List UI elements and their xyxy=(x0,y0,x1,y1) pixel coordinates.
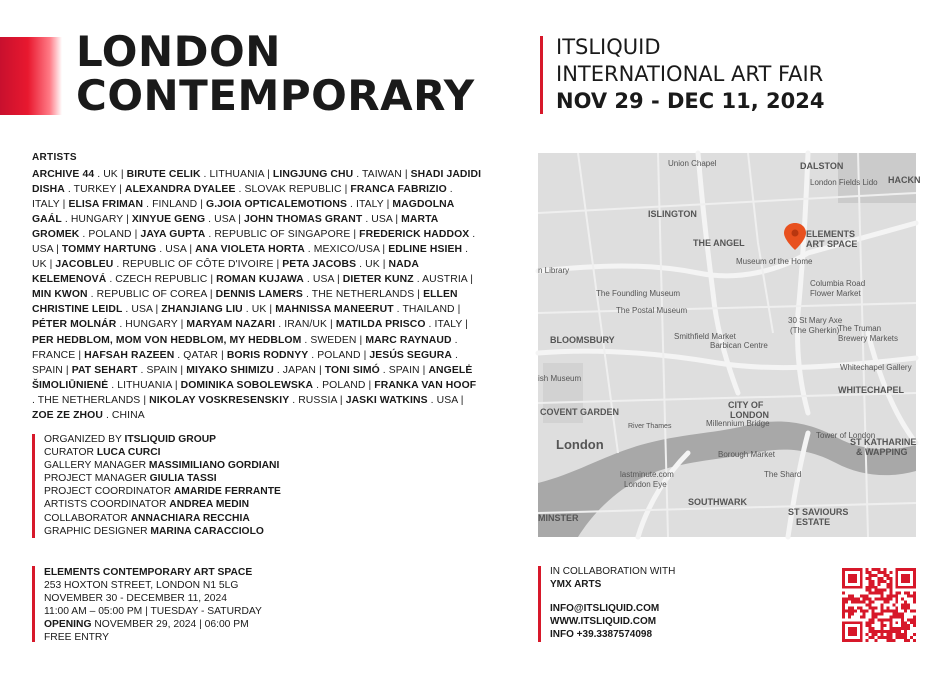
map-label-london-eye: lastminute.com xyxy=(620,470,674,479)
artist-name: FRANKA VAN HOOF xyxy=(374,379,477,391)
artist-name: PÉTER MOLNÁR xyxy=(32,319,117,331)
map-label-minster: MINSTER xyxy=(538,513,579,523)
artist-name: HAFSAH RAZEEN xyxy=(84,349,175,361)
credit-role: CURATOR xyxy=(44,447,97,459)
page-title xyxy=(76,27,475,120)
credit-role: GALLERY MANAGER xyxy=(44,460,149,472)
map-label-museum-home: Museum of the Home xyxy=(736,257,813,266)
credit-name: MASSIMILIANO GORDIANI xyxy=(148,460,280,472)
credit-name: AMARIDE FERRANTE xyxy=(173,486,281,498)
map-label-city-2: LONDON xyxy=(730,410,769,420)
artist-name: ZHANJIANG LIU xyxy=(161,304,243,316)
artist-country: REPUBLIC OF COREA xyxy=(96,289,207,301)
qr-code-graphic xyxy=(842,568,916,642)
map-label-river: River Thames xyxy=(628,423,672,430)
artist-country: THAILAND xyxy=(402,304,455,316)
credit-role: ARTISTS COORDINATOR xyxy=(44,499,170,511)
artist-name: DOMINIKA SOBOLEWSKA xyxy=(180,379,314,391)
artist-country: FINLAND xyxy=(152,199,198,211)
artist-country: ITALY xyxy=(32,199,60,211)
artist-name: NADA KELEMENOVÁ xyxy=(32,259,419,286)
map-label-the-angel: THE ANGEL xyxy=(693,238,745,248)
artist-country: ITALY xyxy=(355,199,384,211)
artist-name: JACOBLEU xyxy=(55,259,114,271)
artist-name: NIKOLAY VOSKRESENSKIY xyxy=(149,394,290,406)
artist-country: LITHUANIA xyxy=(117,379,172,391)
artist-country: UK xyxy=(103,169,118,180)
map-label-st-katharine: ST KATHARINE xyxy=(850,437,917,447)
artist-country: THE NETHERLANDS xyxy=(37,394,141,406)
map-label-wapping: & WAPPING xyxy=(856,447,908,457)
map-label-city: CITY OF xyxy=(728,400,764,410)
contact-phone[interactable]: INFO +39.3387574098 xyxy=(550,628,653,640)
qr-code[interactable] xyxy=(842,568,916,642)
artist-name: BORIS RODNYY xyxy=(226,349,309,361)
map-label-library: n Library xyxy=(538,266,570,275)
venue-block xyxy=(44,566,262,645)
opening-value: NOVEMBER 29, 2024 | 06:00 PM xyxy=(94,619,249,631)
artist-country: USA xyxy=(214,214,236,226)
artist-name: ROMAN KUJAWA xyxy=(216,274,304,286)
map-label-columbia: Columbia Road xyxy=(810,279,866,288)
artist-name: SHADI JADIDI DISHA xyxy=(32,169,482,196)
venue-name: ELEMENTS CONTEMPORARY ART SPACE xyxy=(44,567,253,578)
artist-name: EDLINE HSIEH xyxy=(388,244,463,256)
map-label-estate: ESTATE xyxy=(796,517,831,527)
artist-name: ELLEN CHRISTINE LEIDL xyxy=(32,289,458,316)
artist-country: USA xyxy=(32,244,54,256)
artist-name: DENNIS LAMERS xyxy=(215,289,303,301)
credit-name: ANDREA MEDIN xyxy=(169,499,250,511)
map-label-tower: Tower of London xyxy=(816,431,876,440)
venue-entry: FREE ENTRY xyxy=(44,632,110,644)
artist-country: CZECH REPUBLIC xyxy=(115,274,208,286)
artist-name: MARC RAYNAUD xyxy=(365,334,452,346)
pin-label-line-1: ELEMENTS xyxy=(806,229,856,239)
artist-name: FREDERICK HADDOX xyxy=(359,229,470,241)
title-line-2: CONTEMPORARY xyxy=(76,71,475,120)
artist-country: FRANCE xyxy=(32,349,76,361)
artist-name: BIRUTE CELIK xyxy=(126,169,201,180)
map-label-london-fields: London Fields Lido xyxy=(810,178,878,187)
artist-country: RUSSIA xyxy=(298,394,337,406)
organizer-name: ITSLIQUID xyxy=(556,35,661,59)
artist-name: JESÚS SEGURA xyxy=(369,349,452,361)
artist-name: ALEXANDRA DYALEE xyxy=(124,184,236,196)
collab-accent-bar xyxy=(538,566,541,642)
credit-row xyxy=(44,512,281,525)
fair-name: INTERNATIONAL ART FAIR xyxy=(556,62,824,86)
artist-country: IRAN/UK xyxy=(284,319,328,331)
artist-country: LITHUANIA xyxy=(209,169,265,180)
map-label-borough: Borough Market xyxy=(718,450,775,459)
artist-name: MATILDA PRISCO xyxy=(335,319,426,331)
artist-name: JAYA GUPTA xyxy=(140,229,206,241)
credit-role: ORGANIZED BY xyxy=(44,434,125,445)
artist-country: THE NETHERLANDS xyxy=(311,289,415,301)
artist-country: UK xyxy=(251,304,267,316)
artist-country: AUSTRIA xyxy=(422,274,468,286)
artist-name: ANGELĖ ŠIMOLIŪNIENĖ xyxy=(32,364,473,391)
map-label-foundling: The Foundling Museum xyxy=(596,289,681,298)
artist-name: MARTA GROMEK xyxy=(32,214,439,241)
artist-country: TURKEY xyxy=(73,184,117,196)
artist-country: MEXICO/USA xyxy=(313,244,380,256)
artist-country: USA xyxy=(312,274,334,286)
artist-country: SPAIN xyxy=(146,364,178,376)
map-label-shard: The Shard xyxy=(764,470,802,479)
map-label-millennium: Millennium Bridge xyxy=(706,419,770,428)
contact-email[interactable]: INFO@ITSLIQUID.COM xyxy=(550,603,660,615)
artist-country: USA xyxy=(371,214,393,226)
artist-country: USA xyxy=(131,304,153,316)
artist-name: MARYAM NAZARI xyxy=(186,319,276,331)
artist-country: JAPAN xyxy=(282,364,317,376)
map-label-truman: The Truman xyxy=(838,324,882,333)
fair-dates: NOV 29 - DEC 11, 2024 xyxy=(556,89,825,113)
artist-country: UK xyxy=(365,259,380,271)
artist-country: SLOVAK REPUBLIC xyxy=(244,184,342,196)
collaboration-block xyxy=(550,566,675,642)
map-label-st-saviours: ST SAVIOURS xyxy=(788,507,849,517)
credit-row xyxy=(44,459,281,472)
artist-name: PER HEDBLOM, MOM VON HEDBLOM, MY HEDBLOM xyxy=(32,334,302,346)
fair-accent-bar xyxy=(540,36,543,114)
artist-name: MIN KWON xyxy=(32,289,88,301)
artist-name: TONI SIMÓ xyxy=(324,364,380,376)
artist-name: JASKI WATKINS xyxy=(345,394,428,406)
map-label-union-chapel: Union Chapel xyxy=(668,159,717,168)
artist-country: SPAIN xyxy=(32,364,63,376)
map-label-london-eye-2: London Eye xyxy=(624,480,667,489)
map-label-covent-garden: COVENT GARDEN xyxy=(540,407,620,417)
artist-name: G.JOIA OPTICALEMOTIONS xyxy=(206,199,347,211)
artist-country: USA xyxy=(436,394,458,406)
credit-role: COLLABORATOR xyxy=(44,512,131,524)
artist-name: PETA JACOBS xyxy=(282,259,357,271)
map-label-gherkin: 30 St Mary Axe xyxy=(788,316,843,325)
artist-country: POLAND xyxy=(88,229,132,241)
credit-role: GRAPHIC DESIGNER xyxy=(44,525,151,537)
credit-row xyxy=(44,446,281,459)
venue-opening xyxy=(44,618,262,631)
credit-name: GIULIA TASSI xyxy=(149,473,217,485)
artist-name: MIYAKO SHIMIZU xyxy=(186,364,274,376)
map-label-brewery: Brewery Markets xyxy=(838,334,899,343)
credit-row xyxy=(44,472,281,485)
artist-country: QATAR xyxy=(183,349,219,361)
map-label-london: London xyxy=(556,437,604,452)
map-label-hackney: HACKN xyxy=(888,175,921,185)
map-label-postal: The Postal Museum xyxy=(616,306,688,315)
venue-map[interactable] xyxy=(538,153,921,537)
artist-country: HUNGARY xyxy=(70,214,124,226)
artist-country: CHINA xyxy=(111,409,145,421)
fair-info xyxy=(556,34,824,115)
credit-name: MARINA CARACCIOLO xyxy=(150,525,264,537)
contact-website[interactable]: WWW.ITSLIQUID.COM xyxy=(550,616,657,628)
artist-name: XINYUE GENG xyxy=(131,214,206,226)
opening-label: OPENING xyxy=(44,619,92,631)
artist-name: JOHN THOMAS GRANT xyxy=(244,214,363,226)
artist-country: UK xyxy=(32,259,47,271)
credit-name: ANNACHIARA RECCHIA xyxy=(130,512,250,524)
map-label-bloomsbury: BLOOMSBURY xyxy=(550,335,615,345)
artist-country: TAIWAN xyxy=(361,169,402,180)
map-label-dalston: DALSTON xyxy=(800,161,844,171)
map-graphic xyxy=(538,153,921,537)
credit-row xyxy=(44,525,281,538)
credits-block xyxy=(44,433,281,538)
artist-country: USA xyxy=(165,244,187,256)
collab-label: IN COLLABORATION WITH xyxy=(550,566,676,577)
pin-label-line-2: ART SPACE xyxy=(806,239,858,249)
artist-name: MAHNISSA MANEERUT xyxy=(275,304,394,316)
artist-country: POLAND xyxy=(317,349,361,361)
map-label-barbican: Barbican Centre xyxy=(710,341,768,350)
artists-heading: ARTISTS xyxy=(32,152,77,163)
artist-country: HUNGARY xyxy=(125,319,178,331)
map-label-southwark: SOUTHWARK xyxy=(688,497,747,507)
map-label-flower-market: Flower Market xyxy=(810,289,861,298)
credit-row xyxy=(44,498,281,511)
artist-name: FRANCA FABRIZIO xyxy=(350,184,447,196)
artist-country: REPUBLIC OF CÔTE D'IVOIRE xyxy=(122,259,274,271)
artist-name: ARCHIVE 44 xyxy=(32,169,95,180)
artist-country: REPUBLIC OF SINGAPORE xyxy=(214,229,351,241)
venue-accent-bar xyxy=(32,566,35,642)
artist-name: MAGDOLNA GAÁL xyxy=(32,199,455,226)
artist-name: ZOE ZE ZHOU xyxy=(32,409,103,421)
credit-name: ITSLIQUID GROUP xyxy=(124,434,217,445)
map-label-whitechapel-gallery: Whitechapel Gallery xyxy=(840,363,912,372)
credit-row xyxy=(44,485,281,498)
artist-name: LINGJUNG CHU xyxy=(272,169,354,180)
artist-name: ELISA FRIMAN xyxy=(68,199,144,211)
artist-name: PAT SEHART xyxy=(71,364,138,376)
credit-name: LUCA CURCI xyxy=(96,447,161,459)
venue-hours: 11:00 AM – 05:00 PM | TUESDAY - SATURDAY xyxy=(44,606,262,618)
artist-country: ITALY xyxy=(434,319,463,331)
map-label-islington: ISLINGTON xyxy=(648,209,697,219)
artist-country: POLAND xyxy=(322,379,366,391)
venue-period: NOVEMBER 30 - DECEMBER 11, 2024 xyxy=(44,593,227,605)
artist-country: SWEDEN xyxy=(310,334,357,346)
title-line-1: LONDON xyxy=(76,27,281,76)
map-label-british-museum: ish Museum xyxy=(538,374,582,383)
artist-name: DIETER KUNZ xyxy=(342,274,414,286)
map-label-whitechapel: WHITECHAPEL xyxy=(838,385,904,395)
artist-name: ANA VIOLETA HORTA xyxy=(195,244,305,256)
brand-color-block xyxy=(0,37,62,115)
artists-list: ARCHIVE 44 . UK | BIRUTE CELIK . LITHUANIA | LINGJUNG CHU . TAIWAN | SHADI JADIDI DISHA . TURKEY | ALEXANDRA DYALEE . SLOVAK REPUBLIC | FRANCA FABRIZIO . ITALY | ELISA FRIMAN . FINLAND | G.JOIA OPTICALEMOTIONS . ITALY | MAGDOLNA GAÁL . HUNGARY | XINYUE GENG . USA | JOHN THOMAS GRANT . USA | MARTA GROMEK . POLAND | JAYA GUPTA . REPUBLIC OF SINGAPORE | FREDERICK HADDOX . USA | TOMMY HARTUNG . USA | ANA VIOLETA HORTA . MEXICO/USA | EDLINE HSIEH . UK | JACOBLEU . REPUBLIC OF CÔTE D'IVOIRE | PETA JACOBS . UK | NADA KELEMENOVÁ . CZECH REPUBLIC | ROMAN KUJAWA . USA | DIETER KUNZ . AUSTRIA | MIN KWON . REPUBLIC OF COREA | DENNIS LAMERS . THE NETHERLANDS | ELLEN CHRISTINE LEIDL . USA | ZHANJIANG LIU . UK | MAHNISSA MANEERUT . THAILAND | PÉTER MOLNÁR . HUNGARY | MARYAM NAZARI . IRAN/UK | MATILDA PRISCO . ITALY | PER HEDBLOM, MOM VON HEDBLOM, MY HEDBLOM . SWEDEN | MARC RAYNAUD . FRANCE | HAFSAH RAZEEN . QATAR | BORIS RODNYY . POLAND | JESÚS SEGURA . SPAIN | PAT SEHART . SPAIN | MIYAKO SHIMIZU . JAPAN | TONI SIMÓ . SPAIN | ANGELĖ ŠIMOLIŪNIENĖ . LITHUANIA | DOMINIKA SOBOLEWSKA . POLAND | FRANKA VAN HOOF . THE NETHERLANDS | NIKOLAY VOSKRESENSKIY . RUSSIA | JASKI WATKINS . USA | ZOE ZE ZHOU . CHINA xyxy=(32,169,482,421)
map-label-smithfield: Smithfield Market xyxy=(674,332,736,341)
artist-name: TOMMY HARTUNG xyxy=(61,244,157,256)
venue-address: 253 HOXTON STREET, LONDON N1 5LG xyxy=(44,580,239,592)
artist-country: SPAIN xyxy=(388,364,420,376)
credit-row xyxy=(44,433,281,446)
credit-role: PROJECT COORDINATOR xyxy=(44,486,174,498)
credits-accent-bar xyxy=(32,434,35,538)
credit-role: PROJECT MANAGER xyxy=(44,473,150,485)
map-label-gherkin-2: (The Gherkin) xyxy=(790,326,840,335)
collab-partner: YMX ARTS xyxy=(550,578,602,590)
